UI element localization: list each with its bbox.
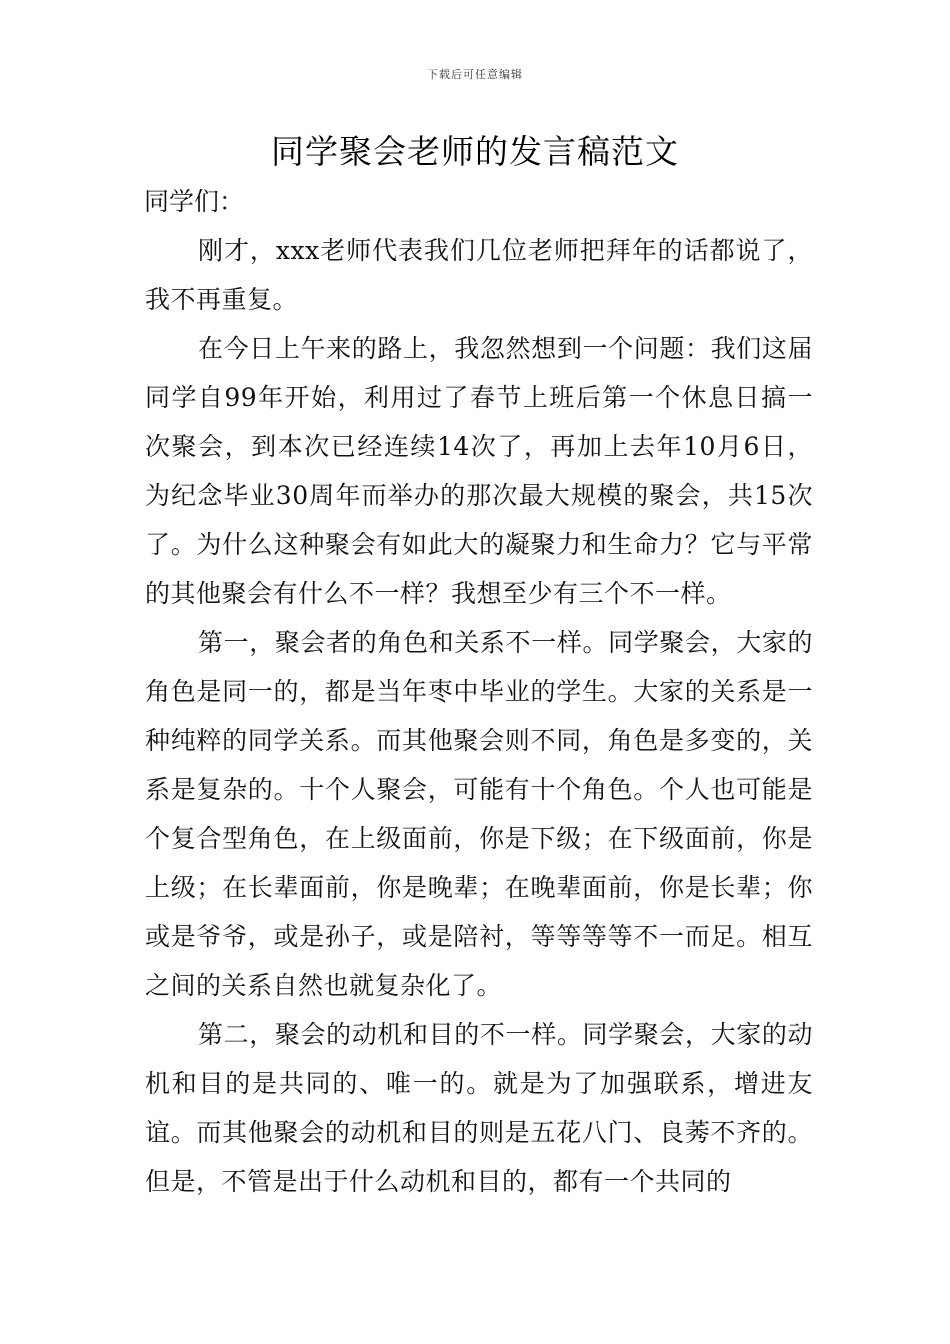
document-body	[145, 177, 813, 1206]
page-header-note: 下载后可任意编辑	[427, 68, 523, 81]
salutation: 同学们：	[144, 187, 245, 216]
paragraph-2: 在今日上午来的路上，我忽然想到一个问题：我们这届同学自99年开始，利用过了春节上班后第一个休息日搞一次聚会，到本次已经连续14次了，再加上去年10月6日，为纪念毕业30周年而举办的那次最大规模的聚会，共15次了。为什么这种聚会有如此大的凝聚力和生命力？它与平常的其他聚会有什么不一样？我想至少有三个不一样。	[145, 334, 813, 608]
paragraph-4: 第二，聚会的动机和目的不一样。同学聚会，大家的动机和目的是共同的、唯一的。就是为了加强联系，增进友谊。而其他聚会的动机和目的则是五花八门、良莠不齐的。但是，不管是出于什么动机和目的，都有一个共同的	[145, 1020, 813, 1196]
paragraph-1: 刚才，xxx老师代表我们几位老师把拜年的话都说了，我不再重复。	[145, 236, 813, 314]
document-title: 同学聚会老师的发言稿范文	[271, 132, 679, 171]
paragraph-3: 第一，聚会者的角色和关系不一样。同学聚会，大家的角色是同一的，都是当年枣中毕业的学生。大家的关系是一种纯粹的同学关系。而其他聚会则不同，角色是多变的，关系是复杂的。十个人聚会，可能有十个角色。个人也可能是个复合型角色，在上级面前，你是下级；在下级面前，你是上级；在长辈面前，你是晚辈；在晚辈面前，你是长辈；你或是爷爷，或是孙子，或是陪衬，等等等等不一而足。相互之间的关系自然也就复杂化了。	[145, 628, 813, 1000]
